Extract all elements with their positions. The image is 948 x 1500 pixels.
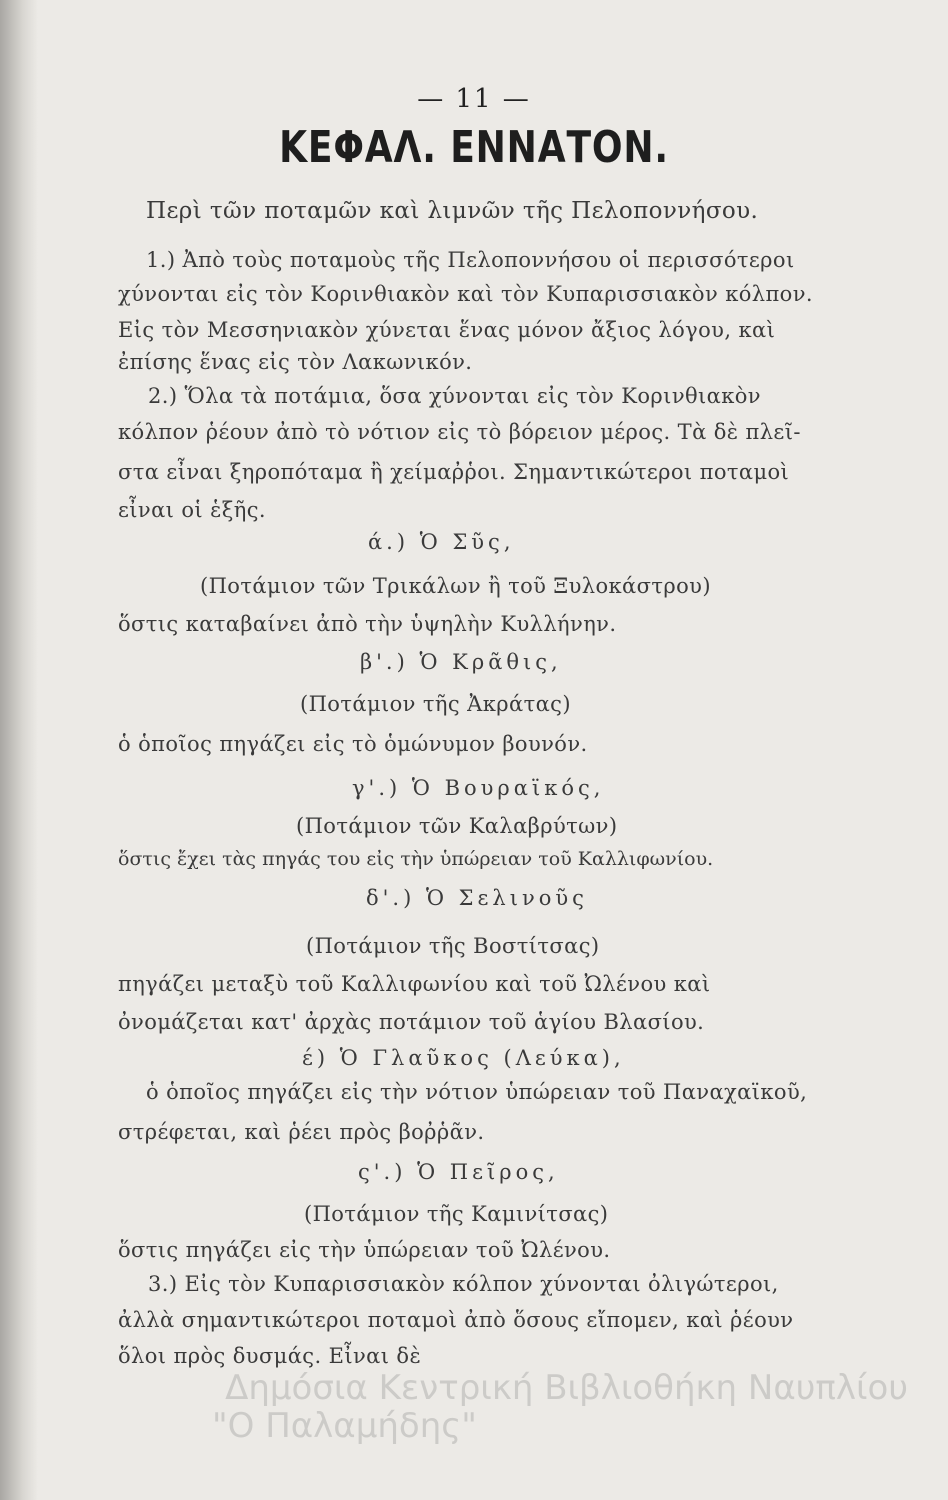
chapter-subtitle: Περὶ τῶν ποταμῶν καὶ λιμνῶν τῆς Πελοποννήσου. <box>146 198 759 224</box>
river-heading: ς'.) Ὁ Πεῖρος, <box>358 1160 559 1184</box>
text-line: ὅστις πηγάζει εἰς τὴν ὑπώρειαν τοῦ Ὠλένου. <box>118 1238 611 1262</box>
text-line: 1.) Ἀπὸ τοὺς ποταμοὺς τῆς Πελοποννήσου οἱ περισσότεροι <box>146 248 795 272</box>
library-watermark: Δημόσια Κεντρική Βιβλιοθήκη Ναυπλίου <box>225 1368 908 1408</box>
text-line: ὅστις καταβαίνει ἀπὸ τὴν ὑψηλὴν Κυλλήνην. <box>118 612 617 636</box>
river-heading: δ'.) Ὁ Σελινοῦς <box>366 886 588 910</box>
text-line: ὀνομάζεται κατ' ἀρχὰς ποτάμιον τοῦ ἁγίου Βλασίου. <box>118 1010 705 1034</box>
text-line: χύνονται εἰς τὸν Κορινθιακὸν καὶ τὸν Κυπαρισσιακὸν κόλπον. <box>118 282 813 306</box>
river-heading: β'.) Ὁ Κρᾶθις, <box>360 650 562 674</box>
river-alias: (Ποτάμιον τῆς Βοστίτσας) <box>306 934 600 958</box>
river-alias: (Ποτάμιον τῆς Ἀκράτας) <box>300 692 571 716</box>
page-number: — 11 — <box>417 84 531 114</box>
text-line: στα εἶναι ξηροπόταμα ἢ χείμαῤῥοι. Σημαντικώτεροι ποταμοὶ <box>118 460 790 484</box>
library-watermark-subtitle: "Ο Παλαμήδης" <box>212 1406 477 1446</box>
text-line: ὅλοι πρὸς δυσμάς. Εἶναι δὲ <box>118 1344 422 1368</box>
text-line: 2.) Ὅλα τὰ ποτάμια, ὅσα χύνονται εἰς τὸν Κορινθιακὸν <box>148 384 761 408</box>
text-line: ἀλλὰ σημαντικώτεροι ποταμοὶ ἀπὸ ὅσους εἴπομεν, καὶ ῥέουν <box>118 1308 794 1332</box>
river-heading: έ) Ὁ Γλαῦκος (Λεύκα), <box>302 1046 625 1070</box>
text-line: ἐπίσης ἕνας εἰς τὸν Λακωνικόν. <box>118 350 473 374</box>
text-line: Εἰς τὸν Μεσσηνιακὸν χύνεται ἕνας μόνον ἄξιος λόγου, καὶ <box>118 318 776 342</box>
river-heading: γ'.) Ὁ Βουραϊκός, <box>352 776 605 800</box>
text-line: πηγάζει μεταξὺ τοῦ Καλλιφωνίου καὶ τοῦ Ὠλένου καὶ <box>118 972 711 996</box>
river-alias: (Ποτάμιον τῶν Τρικάλων ἢ τοῦ Ξυλοκάστρου) <box>200 574 711 598</box>
text-line: ὁ ὁποῖος πηγάζει εἰς τὸ ὁμώνυμον βουνόν. <box>118 732 588 756</box>
river-alias: (Ποτάμιον τῶν Καλαβρύτων) <box>296 814 618 838</box>
text-line: 3.) Εἰς τὸν Κυπαρισσιακὸν κόλπον χύνονται ὀλιγώτεροι, <box>148 1272 779 1296</box>
text-line: ὁ ὁποῖος πηγάζει εἰς τὴν νότιον ὑπώρειαν τοῦ Παναχαϊκοῦ, <box>146 1080 808 1104</box>
text-line: κόλπον ῥέουν ἀπὸ τὸ νότιον εἰς τὸ βόρειον μέρος. Τὰ δὲ πλεῖ- <box>118 420 801 444</box>
text-line: στρέφεται, καὶ ῥέει πρὸς βοῤῥᾶν. <box>118 1120 485 1144</box>
river-alias: (Ποτάμιον τῆς Καμινίτσας) <box>304 1202 609 1226</box>
river-heading: ά.) Ὁ Σῦς, <box>368 530 515 554</box>
chapter-title: ΚΕΦΑΛ. ΕΝΝΑΤΟΝ. <box>279 122 669 173</box>
text-line: ὅστις ἔχει τὰς πηγάς του εἰς τὴν ὑπώρειαν τοῦ Καλλιφωνίου. <box>118 848 714 870</box>
text-line: εἶναι οἱ ἑξῆς. <box>118 498 266 522</box>
